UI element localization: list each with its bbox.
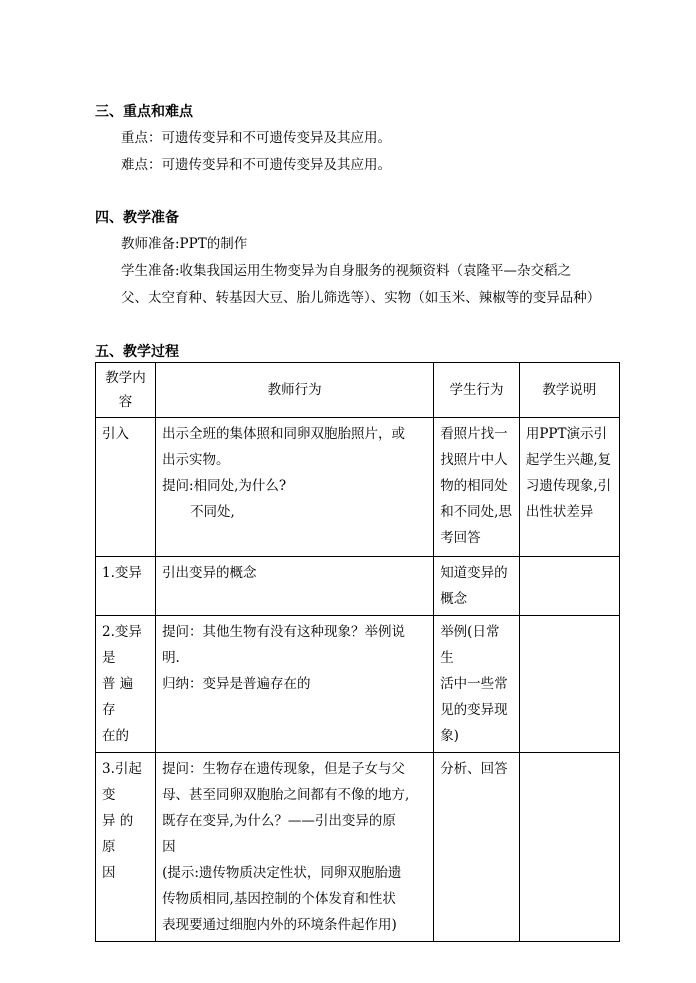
header-teacher: 教师行为	[156, 363, 434, 418]
row-teacher-cell: 提问：生物存在遗传现象，但是子女与父 母、甚至同卵双胞胎之间都有不像的地方, 既存在变异,为什么？——引出变异的原 因 (提示:遗传物质决定性状，同卵双胞胎遗 传物质相同,基因控制的个体发育和性状 表现要通过细胞内外的环境条件起作用)	[156, 753, 434, 942]
section-heading-4: 四、教学准备	[95, 210, 179, 226]
teaching-process-table	[95, 362, 620, 942]
row-student-cell: 举例(日常生 活中一些常 见的变异现 象)	[434, 616, 520, 753]
teacher-prep-text: 教师准备:PPT的制作	[121, 236, 248, 252]
student-prep-line-2: 父、太空育种、转基因大豆、胎儿筛选等）、实物（如玉米、辣椒等的变异品种）	[121, 290, 601, 306]
row-content-cell: 1.变异	[96, 557, 156, 616]
row-teacher-cell: 提问：其他生物有没有这种现象？举例说 明. 归纳：变异是普遍存在的	[156, 616, 434, 753]
section-heading-3: 三、重点和难点	[95, 104, 193, 120]
row-teacher-cell: 出示全班的集体照和同卵双胞胎照片，或 出示实物。 提问:相同处,为什么? 不同处,	[156, 418, 434, 557]
student-prep-line-1: 学生准备:收集我国运用生物变异为自身服务的视频资料（袁隆平—杂交稻之	[121, 263, 572, 279]
row-teacher-cell: 引出变异的概念	[156, 557, 434, 616]
row-notes-cell	[519, 753, 619, 942]
header-student: 学生行为	[434, 363, 520, 418]
table-header-row	[96, 363, 620, 418]
row-content-cell: 引入	[96, 418, 156, 557]
header-notes: 教学说明	[519, 363, 619, 418]
header-content: 教学内 容	[96, 363, 156, 418]
key-point-text: 重点：可遗传变异和不可遗传变异及其应用。	[121, 130, 391, 146]
row-content-cell: 3.引起变 异 的 原 因	[96, 753, 156, 942]
row-student-cell: 知道变异的 概念	[434, 557, 520, 616]
row-notes-cell	[519, 557, 619, 616]
table-row	[96, 418, 620, 557]
row-content-cell: 2.变异是 普 遍 存 在的	[96, 616, 156, 753]
table-row	[96, 557, 620, 616]
table-row	[96, 616, 620, 753]
table-row	[96, 753, 620, 942]
row-student-cell: 分析、回答	[434, 753, 520, 942]
row-notes-cell: 用PPT演示引 起学生兴趣,复 习遗传现象,引 出性状差异	[519, 418, 619, 557]
row-student-cell: 看照片找一 找照片中人 物的相同处 和不同处,思 考回答	[434, 418, 520, 557]
row-notes-cell	[519, 616, 619, 753]
difficult-point-text: 难点：可遗传变异和不可遗传变异及其应用。	[121, 157, 391, 173]
section-heading-5: 五、教学过程	[95, 344, 179, 360]
